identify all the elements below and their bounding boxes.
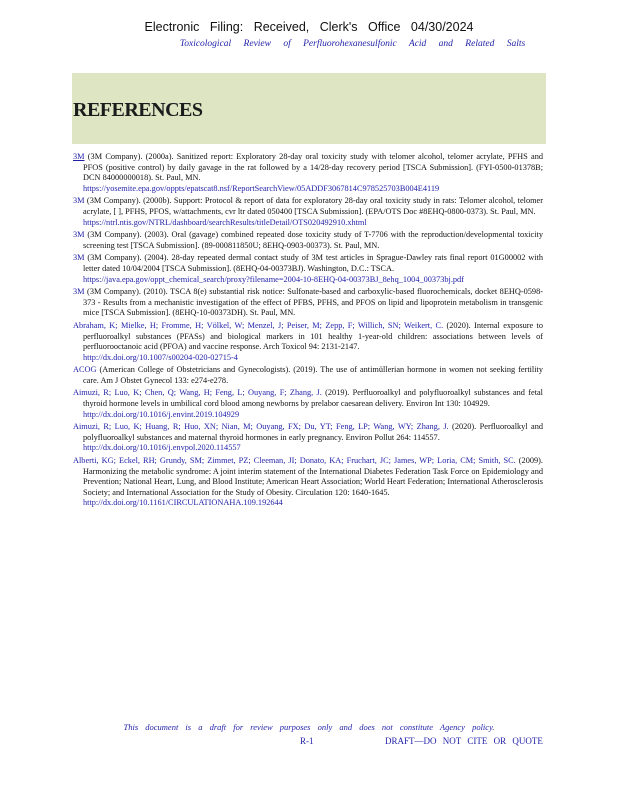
reference-author-link[interactable]: 3M (73, 253, 85, 263)
reference-text: (2009). Harmonizing the metabolic syndrome: A joint interim statement of the International Diabetes Federation Task Force on Epidemiology and Prevention; National Heart, Lung, and Blood Institute; American Heart Association; World Heart Federation; International Atherosclerosis Society; and International Association for the Study of Obesity. Circulation 120: 1640-1645. (83, 456, 543, 497)
running-header: Toxicological Review of Perfluorohexanesulfonic Acid and Related Salts (179, 39, 526, 49)
reference-text: (3M Company). (2000b). Support: Protocol & report of data for exploratory 28-day oral toxicity study in rats: Telomer alcohol, telomer acrylate, [ ], PFHS, PFOS, w/attachments, cvr ltr dated 050400 [TSCA Submission]. (EPA/OTS Doc #8EHQ-0800-0373). St. Paul, MN. (83, 196, 543, 216)
draft-disclaimer: This document is a draft for review purposes only and does not constitute Agency policy. (123, 722, 495, 732)
reference-author-link[interactable]: 3M (73, 230, 85, 240)
reference-url-link[interactable]: http://dx.doi.org/10.1161/CIRCULATIONAHA.109.192644 (83, 498, 283, 508)
reference-author-link[interactable]: ACOG (73, 365, 97, 375)
reference-url-link[interactable]: https://java.epa.gov/oppt_chemical_search/proxy?filename=2004-10-8EHQ-04-00373BJ_8ehq_1004_00373bj.pdf (83, 274, 464, 284)
reference-text: (3M Company). (2003). Oral (gavage) combined repeated dose toxicity study of T-7706 with the reproduction/developmental toxicity screening test [TSCA Submission]. (89-000811850U; 8EHQ-0903-00373). St. Paul, MN. (83, 230, 543, 250)
page-number: R-1 (300, 736, 314, 746)
reference-text: (2019). Perfluoroalkyl and polyfluoroalkyl substances and fetal thyroid hormone levels in umbilical cord blood among newborns by prelabor caesarean delivery. Environ Int 130: 104929. (83, 388, 543, 409)
reference-url-link[interactable]: https://ntrl.ntis.gov/NTRL/dashboard/searchResults/titleDetail/OTS020492910.xhtml (83, 217, 367, 227)
reference-author-link[interactable]: Aimuzi, R; Luo, K; Chen, Q; Wang, H; Feng, L; Ouyang, F; Zhang, J. (73, 388, 322, 398)
reference-url-link[interactable]: http://dx.doi.org/10.1007/s00204-020-02715-4 (83, 352, 238, 362)
reference-entry (73, 321, 543, 363)
reference-author-link[interactable]: 3M (73, 152, 85, 161)
reference-text: (3M Company). (2000a). Sanitized report: Exploratory 28-day oral toxicity study with telomer alcohol, telomer acrylate, PFHS and PFOS (positive control) by daily gavage in the rat followed by a 14/28-day recovery period [TSCA Submission]. (FYI-0500-01378B; DCN 84000000018). St. Paul, MN. (83, 152, 543, 183)
reference-entry (73, 287, 543, 319)
reference-text: (2020). Internal exposure to perfluoroalkyl substances (PFASs) and biological markers in 101 healthy 1-year-old children: associations between levels of perfluorooctanoic acid (PFOA) and vaccine response. Arch Toxicol 94: 2131-2147. (83, 320, 543, 352)
filing-stamp: Electronic Filing: Received, Clerk's Office 04/30/2024 (144, 20, 474, 34)
reference-entry (73, 456, 543, 509)
reference-text: (3M Company). (2004). 28-day repeated dermal contact study of 3M test articles in Sprague-Dawley rats final report 01G00002 with letter dated 10/04/2004 [TSCA Submission]. (8EHQ-04-00373BJ). Washington, D.C.: TSCA. (83, 253, 543, 273)
reference-author-link[interactable]: Aimuzi, R; Luo, K; Huang, R; Huo, XN; Nian, M; Ouyang, FX; Du, YT; Feng, LP; Wang, WY; Zhang, J. (73, 422, 449, 432)
section-title: REFERENCES (73, 99, 203, 121)
reference-entry (73, 365, 543, 386)
draft-notice: DRAFT—DO NOT CITE OR QUOTE (385, 736, 543, 746)
reference-url-link[interactable]: http://dx.doi.org/10.1016/j.envpol.2020.114557 (83, 443, 241, 453)
reference-author-link[interactable]: 3M (73, 196, 85, 206)
reference-url-link[interactable]: https://yosemite.epa.gov/oppts/epatscat8.nsf/ReportSearchView/05ADDF3067814C978525703B004E4119 (83, 183, 440, 193)
reference-entry (73, 152, 543, 194)
reference-author-link[interactable]: Alberti, KG; Eckel, RH; Grundy, SM; Zimmet, PZ; Cleeman, JI; Donato, KA; Fruchart, JC; James, WP; Loria, CM; Smith, SC. (73, 456, 516, 466)
reference-text: (2020). Perfluoroalkyl and polyfluoroalkyl substances and maternal thyroid hormones in early pregnancy. Environ Pollut 264: 114557. (83, 422, 543, 442)
reference-author-link[interactable]: 3M (73, 287, 85, 297)
reference-url-link[interactable]: http://dx.doi.org/10.1016/j.envint.2019.104929 (83, 409, 240, 419)
reference-entry (73, 253, 543, 285)
reference-text: (3M Company). (2010). TSCA 8(e) substantial risk notice: Sulfonate-based and carboxylic-based fluorochemicals, docket 8EHQ-0598-373 - Results from a mechanistic investigation of the effect of PFBS, PFHS, and PFOS on lipid and lipoprotein metabolism in transgenic mice [TSCA Submission]. (8EHQ-10-00373DH). St. Paul, MN. (83, 287, 543, 318)
reference-author-link[interactable]: Abraham, K; Mielke, H; Fromme, H; Völkel, W; Menzel, J; Peiser, M; Zepp, F; Willich, SN; Weikert, C. (73, 320, 444, 330)
reference-entry (73, 196, 543, 228)
reference-entry (73, 230, 543, 251)
reference-text: (American College of Obstetricians and Gynecologists). (2019). The use of antimüllerian hormone in women not seeking fertility care. Am J Obstet Gynecol 133: e274-e278. (83, 365, 543, 385)
reference-entry (73, 388, 543, 420)
reference-entry (73, 422, 543, 454)
reference-list (73, 152, 543, 511)
